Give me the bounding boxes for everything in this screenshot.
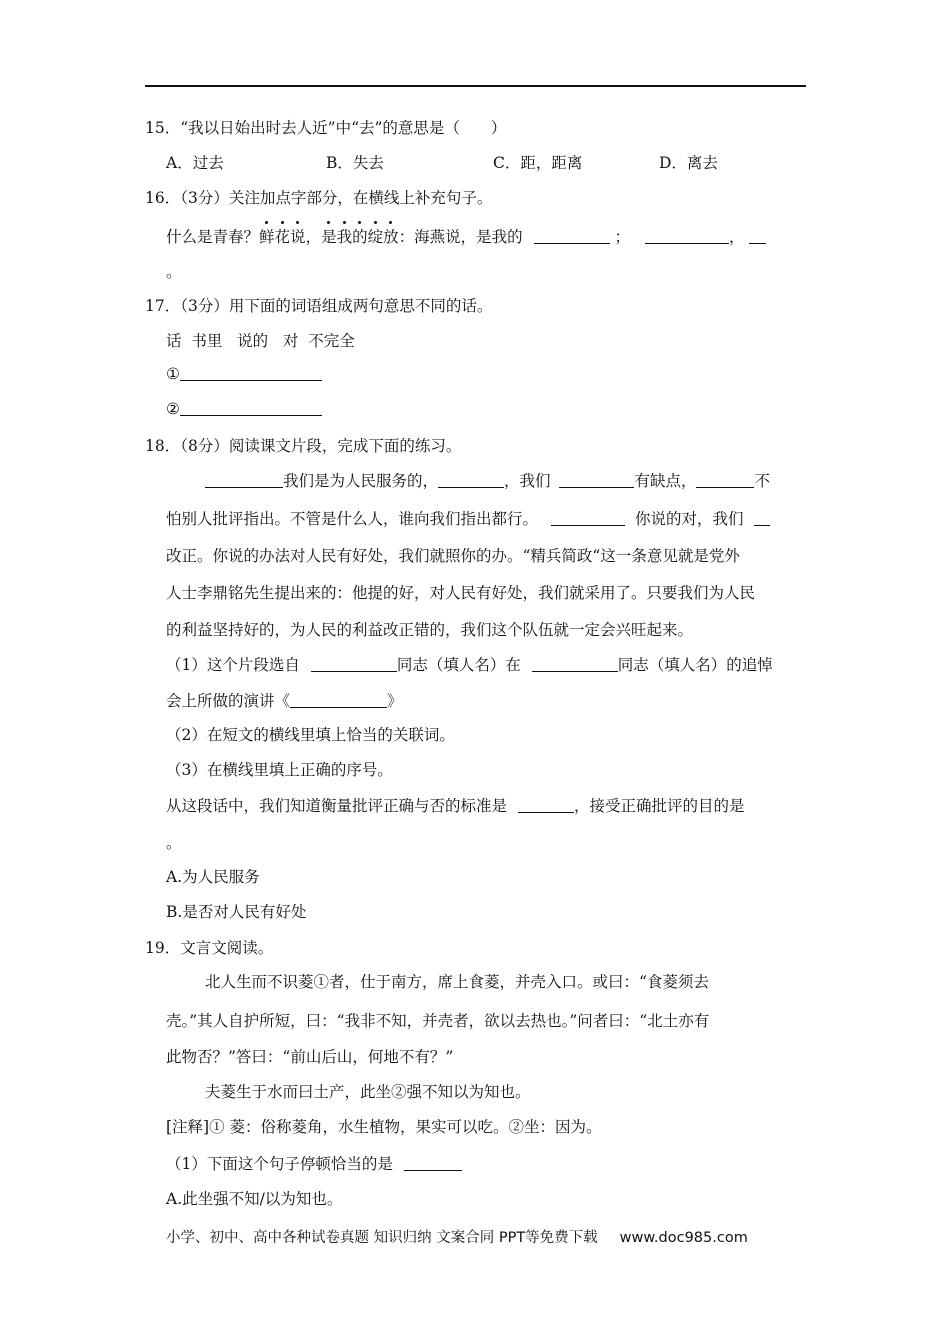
answer-blank[interactable] xyxy=(180,364,322,381)
page-footer xyxy=(166,1226,748,1247)
footer-text: 小学、初中、高中各种试卷真题 知识归纳 文案合同 PPT等免费下载 xyxy=(166,1230,598,1246)
question-text: 同志（填人名）的追悼 xyxy=(617,656,773,674)
answer-blank[interactable] xyxy=(518,796,574,813)
q18-subquestion-3-line xyxy=(166,794,744,818)
question-text: 》 xyxy=(387,692,403,710)
answer-blank[interactable] xyxy=(290,691,387,708)
q18-subquestion-1 xyxy=(166,653,773,677)
answer-blank[interactable] xyxy=(551,509,625,526)
q15-options xyxy=(166,151,718,175)
circle-number: ② xyxy=(166,400,180,418)
dotted-char: 是 xyxy=(321,225,337,249)
q19-passage-line-4: 夫菱生于水而曰土产，此坐②强不知以为知也。 xyxy=(205,1083,531,1101)
q19-stem: 19．文言文阅读。 xyxy=(145,939,274,957)
q18-passage-line-5: 的利益坚持好的，为人民的利益改正错的，我们这个队伍就一定会兴旺起来。 xyxy=(166,621,694,639)
dotted-char: 绽 xyxy=(368,225,384,249)
answer-blank[interactable] xyxy=(534,227,610,244)
q19-passage-line-1: 北人生而不识菱①者，仕于南方，席上食菱，并壳入口。或曰：“食菱须去 xyxy=(205,973,709,991)
question-text: （1）这个片段选自 xyxy=(166,656,300,674)
answer-blank[interactable] xyxy=(532,655,618,672)
passage-text: ，我们 xyxy=(504,472,551,490)
q18-stem: 18．（8分）阅读课文片段，完成下面的练习。 xyxy=(145,437,462,455)
passage-text: 不 xyxy=(754,472,770,490)
q16-stem: 16．（3分）关注加点字部分，在横线上补充句子。 xyxy=(145,189,493,207)
q16-text: ， xyxy=(729,228,745,246)
q18-option-a: A.为人民服务 xyxy=(166,868,260,886)
answer-blank[interactable] xyxy=(559,471,634,488)
q18-option-b: B.是否对人民有好处 xyxy=(166,903,307,921)
question-text: ，接受正确批评的目的是 xyxy=(573,797,745,815)
answer-blank[interactable] xyxy=(754,509,770,526)
passage-text: 怕别人批评指出。不管是什么人，谁向我们指出都行。 xyxy=(166,510,539,528)
dotted-char: 的 xyxy=(352,225,368,249)
q18-passage-line-3: 改正。你说的办法对人民有好处，我们就照你的办。“精兵简政“这一条意见就是党外 xyxy=(166,547,740,565)
q16-line xyxy=(166,225,766,249)
q19-subquestion-1 xyxy=(166,1152,462,1176)
q16-text: ：海燕说，是我的 xyxy=(398,228,523,246)
q16-text: 什么是青春？ xyxy=(166,228,260,246)
question-text: 从这段话中，我们知道衡量批评正确与否的标准是 xyxy=(166,797,508,815)
q18-passage-line-1 xyxy=(205,469,770,493)
dotted-char: 放 xyxy=(383,225,399,249)
q16-end: 。 xyxy=(166,263,182,281)
q17-words: 话 书里 说的 对 不完全 xyxy=(166,332,355,350)
footer-url[interactable]: www.doc985.com xyxy=(619,1230,748,1246)
dotted-char: 我 xyxy=(337,225,353,249)
q18-s3-end: 。 xyxy=(166,834,182,852)
dotted-char: 花 xyxy=(275,225,291,249)
answer-blank[interactable] xyxy=(438,471,504,488)
dotted-char: 鲜 xyxy=(259,225,275,249)
passage-text: 我们是为人民服务的， xyxy=(283,472,439,490)
answer-blank[interactable] xyxy=(404,1154,462,1171)
answer-blank[interactable] xyxy=(645,227,729,244)
question-text: （1）下面这个句子停顿恰当的是 xyxy=(166,1155,393,1173)
question-text: 会上所做的演讲《 xyxy=(166,692,291,710)
q18-passage-line-2 xyxy=(166,507,770,531)
q16-text: ， xyxy=(305,228,322,246)
header-rule xyxy=(145,85,806,87)
q15-option-c: C．距，距离 xyxy=(493,154,583,172)
q15-stem: 15．“我以日始出时去人近”中“去”的意思是（ ） xyxy=(145,119,507,137)
answer-blank[interactable] xyxy=(205,471,283,488)
q15-option-a: A．过去 xyxy=(166,154,224,172)
q15-option-d: D．离去 xyxy=(659,154,718,172)
q18-subquestion-1-cont xyxy=(166,689,403,713)
q19-note: [注释]① 菱：俗称菱角，水生植物，果实可以吃。②坐：因为。 xyxy=(166,1118,602,1136)
q19-passage-line-3: 此物否？”答曰：“前山后山，何地不有？” xyxy=(166,1048,454,1066)
answer-blank[interactable] xyxy=(311,655,397,672)
question-text: 同志（填人名）在 xyxy=(396,656,521,674)
dotted-char: 说 xyxy=(290,225,306,249)
q18-passage-line-4: 人士李鼎铭先生提出来的：他提的好，对人民有好处，我们就采用了。只要我们为人民 xyxy=(166,584,756,602)
q16-text: ； xyxy=(614,228,631,246)
q17-stem: 17．（3分）用下面的词语组成两句意思不同的话。 xyxy=(145,297,493,315)
q17-answer-1 xyxy=(166,362,322,386)
passage-text: 你说的对，我们 xyxy=(634,510,744,528)
answer-blank[interactable] xyxy=(749,227,766,244)
q18-subquestion-3: （3）在横线里填上正确的序号。 xyxy=(166,761,393,779)
answer-blank[interactable] xyxy=(180,399,322,416)
q19-passage-line-2: 壳。”其人自护所短，曰：“我非不知，并壳者，欲以去热也。”问者曰：“北土亦有 xyxy=(166,1012,710,1030)
circle-number: ① xyxy=(166,365,180,383)
q19-option-a: A.此坐强不知/以为知也。 xyxy=(166,1190,343,1208)
answer-blank[interactable] xyxy=(696,471,754,488)
q15-option-b: B．失去 xyxy=(326,154,384,172)
q18-subquestion-2: （2）在短文的横线里填上恰当的关联词。 xyxy=(166,726,455,744)
passage-text: 有缺点， xyxy=(634,472,697,490)
q17-answer-2 xyxy=(166,397,322,421)
